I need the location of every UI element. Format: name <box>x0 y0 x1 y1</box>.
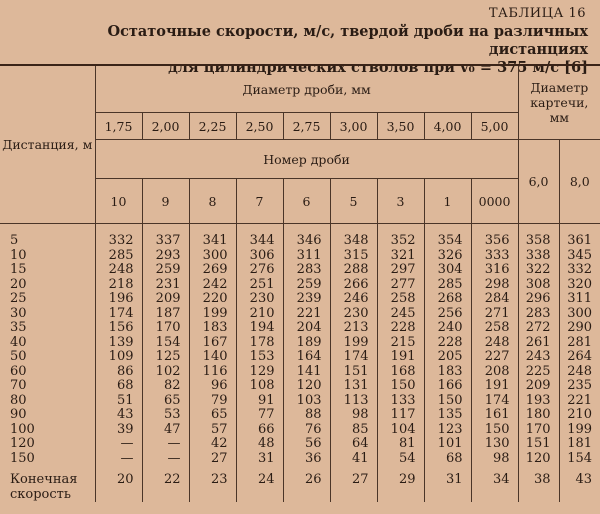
table-row <box>0 365 600 380</box>
shot-number-col-header: 9 <box>142 179 189 224</box>
velocity-cell: 272 <box>518 321 559 336</box>
shot-number-col-header: 8 <box>189 179 236 224</box>
velocity-cell: 304 <box>424 263 471 278</box>
velocity-cell: 193 <box>518 394 559 409</box>
velocity-cell: 54 <box>377 452 424 467</box>
velocity-cell: 181 <box>559 437 600 452</box>
velocity-cell: 65 <box>189 408 236 423</box>
velocity-cell: 246 <box>330 292 377 307</box>
final-velocity-cell: 20 <box>95 466 142 502</box>
velocity-cell: 174 <box>330 350 377 365</box>
velocity-cell: 293 <box>142 249 189 264</box>
velocity-cell: 230 <box>330 307 377 322</box>
velocity-cell: 39 <box>95 423 142 438</box>
velocity-cell: 43 <box>95 408 142 423</box>
velocity-cell: 210 <box>559 408 600 423</box>
diameter-col-header: 3,00 <box>330 113 377 140</box>
velocity-cell: 352 <box>377 224 424 249</box>
diameter-col-header: 2,00 <box>142 113 189 140</box>
velocity-cell: 208 <box>471 365 518 380</box>
shot-number-col-header: 0000 <box>471 179 518 224</box>
velocity-cell: 48 <box>236 437 283 452</box>
velocity-cell: 81 <box>377 437 424 452</box>
velocity-cell: 79 <box>189 394 236 409</box>
diameter-col-header: 4,00 <box>424 113 471 140</box>
velocity-cell: 298 <box>471 278 518 293</box>
final-velocity-label <box>0 466 95 502</box>
velocity-cell: 178 <box>236 336 283 351</box>
velocity-cell: 285 <box>95 249 142 264</box>
velocity-cell: 120 <box>518 452 559 467</box>
shot-diameter-header: Диаметр дроби, мм <box>95 65 518 113</box>
velocity-cell: 341 <box>189 224 236 249</box>
distance-cell: 150 <box>10 450 35 466</box>
velocity-cell: 245 <box>377 307 424 322</box>
velocity-cell: 156 <box>95 321 142 336</box>
velocity-cell: 210 <box>236 307 283 322</box>
velocity-cell: 170 <box>142 321 189 336</box>
diameter-col-header: 1,75 <box>95 113 142 140</box>
velocity-cell: 283 <box>518 307 559 322</box>
velocity-cell: 345 <box>559 249 600 264</box>
velocity-cell: 315 <box>330 249 377 264</box>
velocity-cell: 248 <box>95 263 142 278</box>
velocity-cell: 102 <box>142 365 189 380</box>
velocity-cell: 167 <box>189 336 236 351</box>
title-line-1: Остаточные скорости, м/с, твердой дроби на различных дистанциях <box>107 23 588 58</box>
velocity-cell: 161 <box>471 408 518 423</box>
distance-cell: 25 <box>10 291 27 306</box>
velocity-cell: 225 <box>518 365 559 380</box>
velocity-cell: 130 <box>471 437 518 452</box>
velocity-cell: 258 <box>471 321 518 336</box>
velocity-cell: 141 <box>283 365 330 380</box>
velocity-cell: 116 <box>189 365 236 380</box>
velocity-cell: 220 <box>189 292 236 307</box>
velocity-cell: — <box>95 437 142 452</box>
velocity-cell: 300 <box>559 307 600 322</box>
velocity-cell: 230 <box>236 292 283 307</box>
velocity-cell: 150 <box>377 379 424 394</box>
distance-cell: 80 <box>10 392 27 408</box>
velocity-cell: 228 <box>424 336 471 351</box>
velocity-cell: 150 <box>471 423 518 438</box>
table-row <box>0 452 600 467</box>
velocity-cell: 344 <box>236 224 283 249</box>
velocity-cell: 281 <box>559 336 600 351</box>
distance-cell: 5 <box>10 233 19 248</box>
table-row <box>0 437 600 452</box>
velocity-cell: 320 <box>559 278 600 293</box>
distance-cell: 40 <box>10 334 27 350</box>
velocity-cell: 199 <box>330 336 377 351</box>
velocity-cell: 113 <box>330 394 377 409</box>
velocity-cell: 261 <box>518 336 559 351</box>
velocity-cell: 174 <box>95 307 142 322</box>
velocity-cell: 240 <box>424 321 471 336</box>
velocity-cell: 221 <box>559 394 600 409</box>
velocity-cell: 140 <box>189 350 236 365</box>
velocity-cell: 285 <box>424 278 471 293</box>
velocity-cell: 150 <box>424 394 471 409</box>
velocity-cell: 266 <box>330 278 377 293</box>
velocity-cell: 290 <box>559 321 600 336</box>
velocity-cell: 321 <box>377 249 424 264</box>
distance-cell: 20 <box>10 276 27 292</box>
velocity-cell: 36 <box>283 452 330 467</box>
velocity-cell: 125 <box>142 350 189 365</box>
velocity-cell: 264 <box>559 350 600 365</box>
final-velocity-cell: 27 <box>330 466 377 502</box>
shot-number-col-header: 3 <box>377 179 424 224</box>
table-label: ТАБЛИЦА 16 <box>488 6 586 21</box>
velocity-cell: 57 <box>189 423 236 438</box>
final-velocity-cell: 23 <box>189 466 236 502</box>
velocity-cell: 268 <box>424 292 471 307</box>
velocity-cell: 31 <box>236 452 283 467</box>
final-velocity-row <box>0 466 600 502</box>
buckshot-col: 8,0 <box>559 140 600 224</box>
buckshot-diameter-header: Диаметр картечи, мм <box>518 65 600 140</box>
velocity-cell: 269 <box>189 263 236 278</box>
velocity-cell: 42 <box>189 437 236 452</box>
velocity-cell: 164 <box>283 350 330 365</box>
velocity-cell: 189 <box>283 336 330 351</box>
velocity-cell: 104 <box>377 423 424 438</box>
velocity-cell: 109 <box>95 350 142 365</box>
velocity-cell: 77 <box>236 408 283 423</box>
final-velocity-cell: 31 <box>424 466 471 502</box>
velocity-cell: 215 <box>377 336 424 351</box>
velocity-cell: 96 <box>189 379 236 394</box>
velocity-cell: 117 <box>377 408 424 423</box>
distance-cell: 120 <box>10 436 35 451</box>
velocity-cell: 358 <box>518 224 559 249</box>
distance-cell: 90 <box>10 407 27 422</box>
shot-number-col-header: 7 <box>236 179 283 224</box>
velocity-cell: 108 <box>236 379 283 394</box>
velocity-cell: 243 <box>518 350 559 365</box>
table-row <box>0 224 600 249</box>
velocity-cell: 256 <box>424 307 471 322</box>
shot-number-header: Номер дроби <box>95 140 518 179</box>
distance-cell: 30 <box>10 305 27 321</box>
velocity-cell: 283 <box>283 263 330 278</box>
table-row <box>0 336 600 351</box>
table-row <box>0 292 600 307</box>
velocity-cell: 131 <box>330 379 377 394</box>
diameter-col-header: 5,00 <box>471 113 518 140</box>
velocity-cell: 183 <box>189 321 236 336</box>
velocity-cell: 276 <box>236 263 283 278</box>
velocity-cell: 356 <box>471 224 518 249</box>
shot-number-col-header: 5 <box>330 179 377 224</box>
velocity-cell: 174 <box>471 394 518 409</box>
velocity-cell: 308 <box>518 278 559 293</box>
velocity-cell: 183 <box>424 365 471 380</box>
buckshot-col: 6,0 <box>518 140 559 224</box>
final-velocity-cell: 24 <box>236 466 283 502</box>
velocity-cell: 154 <box>142 336 189 351</box>
velocity-cell: 196 <box>95 292 142 307</box>
distance-cell: 10 <box>10 247 27 263</box>
velocity-cell: 98 <box>471 452 518 467</box>
velocity-cell: 120 <box>283 379 330 394</box>
velocity-cell: 346 <box>283 224 330 249</box>
final-velocity-cell: 29 <box>377 466 424 502</box>
velocity-cell: 85 <box>330 423 377 438</box>
velocity-cell: 354 <box>424 224 471 249</box>
velocity-cell: 133 <box>377 394 424 409</box>
distance-cell: 50 <box>10 349 27 364</box>
velocity-cell: 258 <box>377 292 424 307</box>
final-velocity-cell: 26 <box>283 466 330 502</box>
velocity-cell: 332 <box>559 263 600 278</box>
velocity-cell: 199 <box>189 307 236 322</box>
velocity-cell: 348 <box>330 224 377 249</box>
velocity-cell: 259 <box>142 263 189 278</box>
velocity-cell: 296 <box>518 292 559 307</box>
velocity-cell: 41 <box>330 452 377 467</box>
velocity-cell: 168 <box>377 365 424 380</box>
velocity-cell: 194 <box>236 321 283 336</box>
velocity-cell: — <box>95 452 142 467</box>
distance-cell: 60 <box>10 363 27 379</box>
velocity-cell: 101 <box>424 437 471 452</box>
velocity-cell: 199 <box>559 423 600 438</box>
velocity-cell: 322 <box>518 263 559 278</box>
velocity-cell: 135 <box>424 408 471 423</box>
table-row <box>0 321 600 336</box>
velocity-cell: 123 <box>424 423 471 438</box>
velocity-cell: 82 <box>142 379 189 394</box>
table-row <box>0 394 600 409</box>
velocity-cell: 221 <box>283 307 330 322</box>
velocity-cell: 68 <box>424 452 471 467</box>
velocity-cell: 47 <box>142 423 189 438</box>
velocity-cell: 151 <box>518 437 559 452</box>
velocity-cell: 209 <box>518 379 559 394</box>
velocity-cell: 129 <box>236 365 283 380</box>
velocity-cell: 66 <box>236 423 283 438</box>
velocity-cell: 218 <box>95 278 142 293</box>
velocity-table <box>0 64 600 502</box>
velocity-cell: 204 <box>283 321 330 336</box>
velocity-cell: 213 <box>330 321 377 336</box>
velocity-cell: 88 <box>283 408 330 423</box>
final-velocity-cell: 34 <box>471 466 518 502</box>
velocity-cell: 154 <box>559 452 600 467</box>
final-label-line: Конечная <box>10 472 78 487</box>
velocity-cell: 235 <box>559 379 600 394</box>
velocity-cell: 180 <box>518 408 559 423</box>
velocity-cell: 239 <box>283 292 330 307</box>
velocity-cell: 65 <box>142 394 189 409</box>
velocity-cell: 361 <box>559 224 600 249</box>
final-velocity-cell: 38 <box>518 466 559 502</box>
velocity-cell: 56 <box>283 437 330 452</box>
velocity-cell: 300 <box>189 249 236 264</box>
velocity-cell: 209 <box>142 292 189 307</box>
table-row <box>0 350 600 365</box>
velocity-cell: 333 <box>471 249 518 264</box>
table-row <box>0 263 600 278</box>
velocity-cell: 139 <box>95 336 142 351</box>
distance-header: Дистанция, м <box>0 65 95 224</box>
velocity-cell: 311 <box>559 292 600 307</box>
table-row <box>0 423 600 438</box>
velocity-cell: 311 <box>283 249 330 264</box>
velocity-cell: 170 <box>518 423 559 438</box>
table-row <box>0 307 600 322</box>
velocity-cell: 337 <box>142 224 189 249</box>
velocity-cell: 51 <box>95 394 142 409</box>
velocity-cell: 86 <box>95 365 142 380</box>
diameter-col-header: 3,50 <box>377 113 424 140</box>
table-row <box>0 249 600 264</box>
velocity-cell: 98 <box>330 408 377 423</box>
velocity-cell: 332 <box>95 224 142 249</box>
diameter-col-header: 2,25 <box>189 113 236 140</box>
diameter-col-header: 2,50 <box>236 113 283 140</box>
velocity-cell: 191 <box>471 379 518 394</box>
distance-cell: 35 <box>10 320 27 335</box>
velocity-cell: 228 <box>377 321 424 336</box>
distance-cell: 15 <box>10 262 27 277</box>
table-row <box>0 379 600 394</box>
velocity-cell: 76 <box>283 423 330 438</box>
velocity-cell: 64 <box>330 437 377 452</box>
velocity-cell: — <box>142 452 189 467</box>
velocity-cell: 326 <box>424 249 471 264</box>
velocity-cell: — <box>142 437 189 452</box>
velocity-cell: 231 <box>142 278 189 293</box>
diameter-col-header: 2,75 <box>283 113 330 140</box>
velocity-cell: 297 <box>377 263 424 278</box>
velocity-cell: 187 <box>142 307 189 322</box>
velocity-cell: 251 <box>236 278 283 293</box>
shot-number-col-header: 6 <box>283 179 330 224</box>
velocity-cell: 284 <box>471 292 518 307</box>
velocity-cell: 277 <box>377 278 424 293</box>
velocity-cell: 205 <box>424 350 471 365</box>
velocity-cell: 316 <box>471 263 518 278</box>
velocity-cell: 27 <box>189 452 236 467</box>
velocity-cell: 248 <box>559 365 600 380</box>
velocity-cell: 68 <box>95 379 142 394</box>
velocity-cell: 53 <box>142 408 189 423</box>
velocity-cell: 151 <box>330 365 377 380</box>
velocity-cell: 191 <box>377 350 424 365</box>
velocity-cell: 242 <box>189 278 236 293</box>
distance-cell: 100 <box>10 421 35 437</box>
velocity-cell: 153 <box>236 350 283 365</box>
distance-cell: 70 <box>10 378 27 393</box>
velocity-cell: 306 <box>236 249 283 264</box>
velocity-cell: 271 <box>471 307 518 322</box>
title-line-2: для цилиндрических стволов при v₀ = 375 м/с [6] <box>168 59 588 76</box>
shot-number-col-header: 1 <box>424 179 471 224</box>
table-row <box>0 408 600 423</box>
final-velocity-cell: 43 <box>559 466 600 502</box>
velocity-cell: 227 <box>471 350 518 365</box>
final-label-line: скорость <box>10 487 71 502</box>
velocity-cell: 259 <box>283 278 330 293</box>
velocity-cell: 248 <box>471 336 518 351</box>
velocity-cell: 338 <box>518 249 559 264</box>
table-row <box>0 278 600 293</box>
velocity-cell: 91 <box>236 394 283 409</box>
final-velocity-cell: 22 <box>142 466 189 502</box>
velocity-cell: 288 <box>330 263 377 278</box>
shot-number-col-header: 10 <box>95 179 142 224</box>
velocity-cell: 166 <box>424 379 471 394</box>
velocity-cell: 103 <box>283 394 330 409</box>
